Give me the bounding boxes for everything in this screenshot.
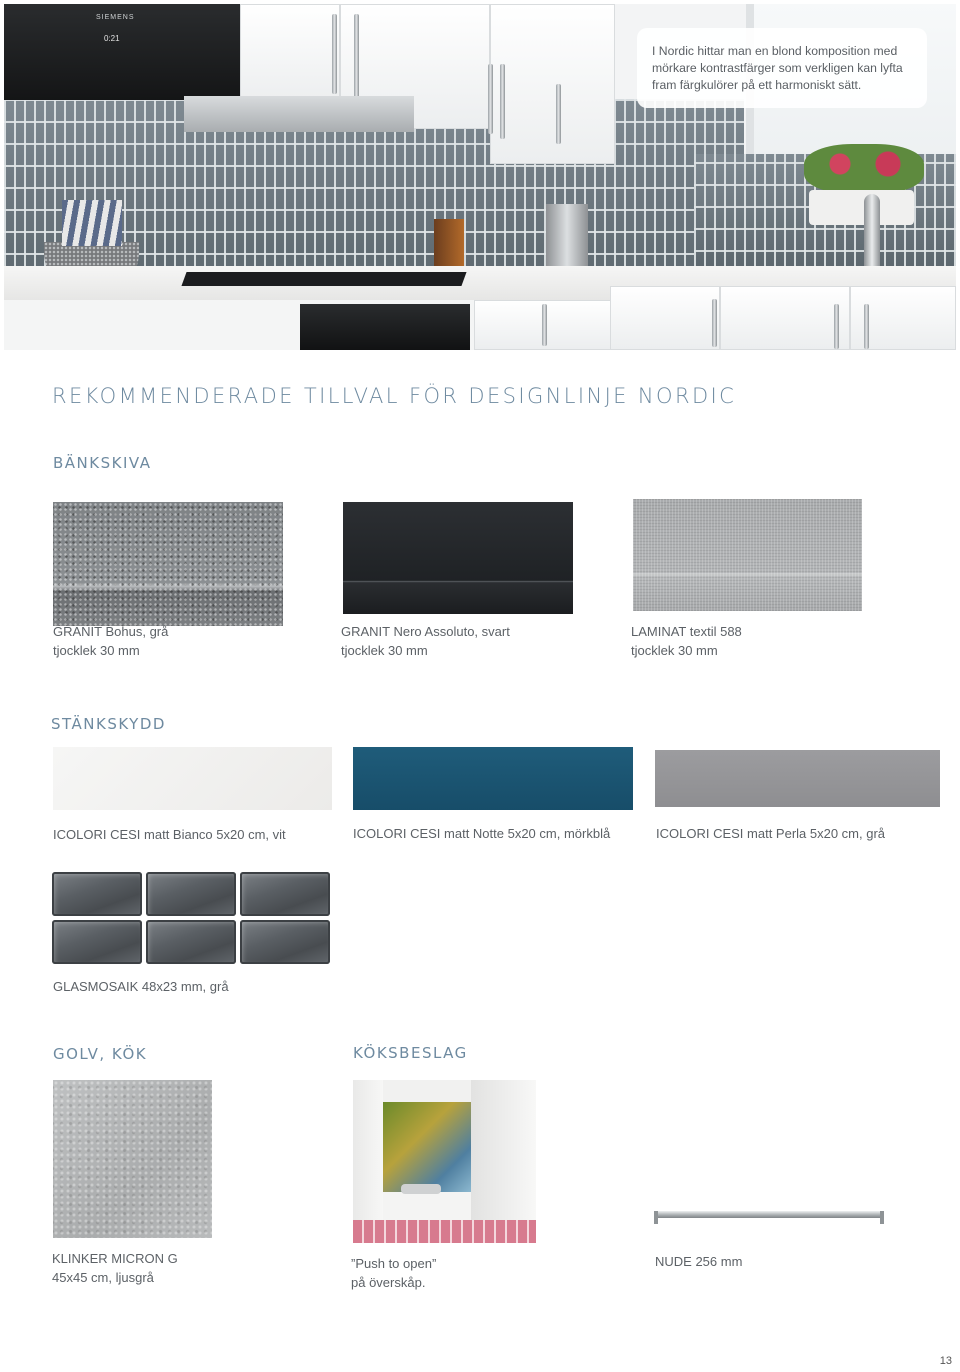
swatch-laminat-textil [633,499,862,611]
page-number: 13 [939,1355,952,1367]
mosaic-tile [146,920,236,964]
mosaic-tile [240,872,330,916]
lower-cabinet [720,286,850,350]
cabinet-handle [712,299,717,347]
cabinet-handle [864,304,869,349]
oven-display: 0:21 [104,34,120,43]
mosaic-tile [52,920,142,964]
swatch-perla [655,750,940,807]
callout-line: I Nordic hittar man en blond komposition med [652,44,898,58]
lower-cabinet [610,286,720,350]
nude-handle-photo [650,1205,888,1227]
flower-pots [809,190,914,225]
caption-line: ”Push to open” [351,1256,437,1271]
caption-line: KLINKER MICRON G [52,1251,178,1266]
caption-line: GRANIT Bohus, grå [53,624,169,639]
callout-line: fram färgkulörer på ett harmoniskt sätt. [652,78,862,92]
caption-line: 45x45 cm, ljusgrå [52,1270,154,1285]
cabinet-handle [500,64,505,139]
caption-granit-nero [341,622,510,660]
hero-callout [637,28,927,108]
swatch-granit-bohus [53,502,283,626]
handle-leg [654,1211,658,1224]
cabinet-shelf [383,1192,471,1220]
caption-line: tjocklek 30 mm [631,643,718,658]
caption-line: tjocklek 30 mm [341,643,428,658]
push-to-open-photo [353,1080,536,1243]
upper-cabinet [240,4,340,104]
handle-bar [654,1211,884,1218]
dishwasher [300,304,470,350]
caption-granit-bohus [53,622,168,660]
cabinet-handle [542,304,547,346]
mosaic-tile [240,920,330,964]
range-hood [184,96,414,132]
caption-klinker [52,1249,178,1287]
caption-line: GRANIT Nero Assoluto, svart [341,624,510,639]
section-heading-stankskydd: STÄNKSKYDD [51,715,166,733]
section-heading-golv: GOLV, KÖK [53,1045,148,1063]
cabinet-handle [332,14,337,94]
caption-line: på överskåp. [351,1275,426,1290]
oven-brand: SIEMENS [96,14,135,21]
mosaic-tile [146,872,236,916]
caption-glasmosaik: GLASMOSAIK 48x23 mm, grå [53,979,229,994]
caption-laminat [631,622,742,660]
cooktop [181,272,466,286]
caption-line: tjocklek 30 mm [53,643,140,658]
cabinet-side [353,1080,383,1243]
cabinet-handle [354,14,359,109]
section-heading-koksbeslag: KÖKSBESLAG [353,1044,468,1062]
swatch-klinker-micron [53,1080,212,1238]
caption-nude-handle: NUDE 256 mm [655,1254,743,1269]
cabinet-handle [834,304,839,349]
caption-push-to-open [351,1254,436,1292]
caption-bianco: ICOLORI CESI matt Bianco 5x20 cm, vit [53,827,286,842]
caption-notte: ICOLORI CESI matt Notte 5x20 cm, mörkblå [353,826,611,841]
upper-cabinet [490,4,615,164]
swatch-granit-nero [343,502,573,614]
pink-tiles [353,1220,536,1243]
towel [62,200,122,246]
glass-mosaic-swatch [52,872,330,964]
flowers [804,144,924,194]
oven [4,4,240,100]
swatch-notte [353,747,633,810]
cabinet-handle [488,64,493,134]
section-heading-bankskiva: BÄNKSKIVA [53,454,152,472]
push-latch [401,1184,441,1194]
callout-line: mörkare kontrastfärger som verkligen kan lyfta [652,61,903,75]
caption-perla: ICOLORI CESI matt Perla 5x20 cm, grå [656,826,886,841]
caption-line: LAMINAT textil 588 [631,624,742,639]
faucet [864,194,880,274]
utensil-holder [546,204,588,266]
cabinet-handle [556,84,561,144]
swatch-bianco [53,747,332,810]
shelf-contents [383,1102,471,1192]
handle-leg [880,1211,884,1224]
cabinet-door [471,1080,536,1225]
page-title: REKOMMENDERADE TILLVAL FÖR DESIGNLINJE NORDIC [52,384,737,408]
mosaic-tile [52,872,142,916]
